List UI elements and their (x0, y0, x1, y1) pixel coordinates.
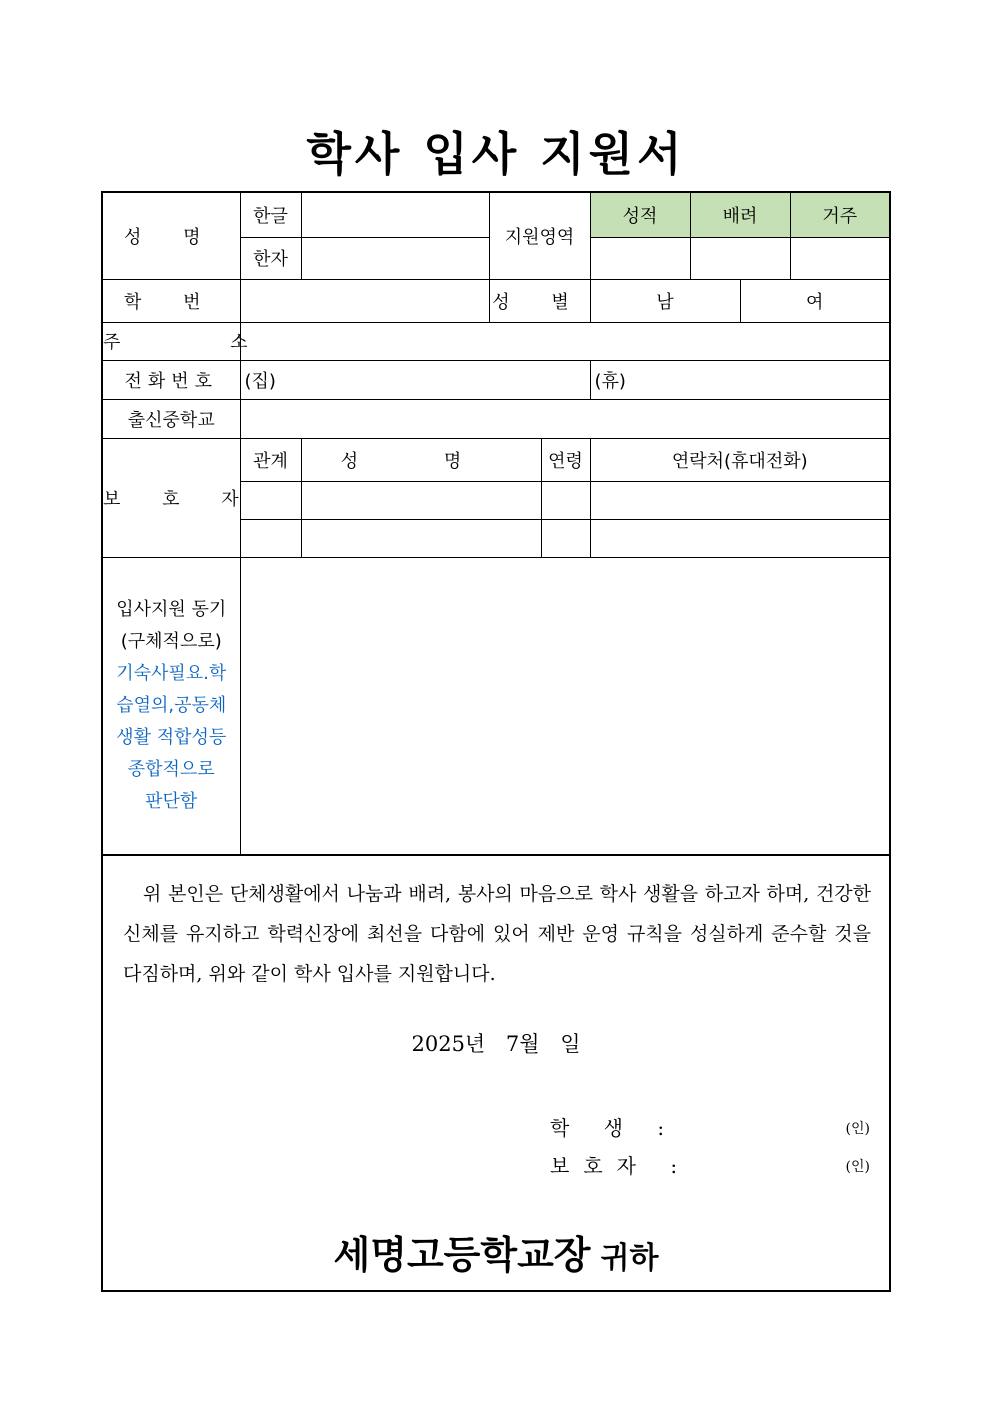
motive-note-line: 기숙사필요.학 (116, 662, 227, 684)
motive-note-line: 생활 적합성등 (116, 726, 227, 748)
guardian-header-contact: 연락처(휴대전화) (590, 438, 889, 481)
guardian-2-name-field[interactable] (301, 519, 541, 557)
guardian-1-name-field[interactable] (301, 481, 541, 519)
motive-field[interactable] (240, 557, 889, 854)
guardian-2-contact-field[interactable] (590, 519, 889, 557)
guardian-1-contact-field[interactable] (590, 481, 889, 519)
hanja-label: 한자 (240, 237, 301, 279)
area-residence-check[interactable] (790, 237, 889, 279)
hangul-name-field[interactable] (301, 193, 489, 237)
guardian-label: 보 호 자 (103, 438, 240, 557)
guardian-2-relation-field[interactable] (240, 519, 301, 557)
student-seal[interactable]: (인) (845, 1121, 870, 1137)
address-label: 주 소 (103, 322, 240, 360)
area-label: 지원영역 (489, 193, 590, 279)
area-header-residence: 거주 (790, 193, 889, 237)
application-form (101, 191, 891, 1292)
area-header-care: 배려 (690, 193, 790, 237)
student-signature-row (550, 1112, 870, 1142)
hangul-label: 한글 (240, 193, 301, 237)
declaration-section (103, 854, 889, 1290)
motive-note-line: 판단함 (145, 790, 198, 812)
recipient (103, 1224, 889, 1279)
phone-home-field[interactable]: (집) (240, 360, 590, 399)
student-no-field[interactable] (240, 279, 489, 322)
page-title: 학사 입사 지원서 (306, 127, 686, 181)
guardian-header-age: 연령 (541, 438, 590, 481)
guardian-signature-label: 보호자 : (550, 1154, 692, 1178)
recipient-name: 세명고등학교장 (333, 1232, 591, 1277)
student-no-label: 학 번 (103, 279, 240, 322)
gender-label: 성 별 (489, 279, 590, 322)
student-signature-label: 학 생 : (550, 1116, 679, 1140)
guardian-signature-row (550, 1150, 870, 1180)
phone-label: 전화번호 (103, 360, 240, 399)
gender-male-option[interactable]: 남 (590, 279, 740, 322)
motive-note-line: 종합적으로 (127, 758, 215, 780)
hanja-name-field[interactable] (301, 237, 489, 279)
middle-school-field[interactable] (240, 399, 889, 438)
guardian-header-name: 성 명 (301, 438, 541, 481)
motive-note-line: 습열의,공동체 (116, 694, 227, 716)
pledge-text: 위 본인은 단체생활에서 나눔과 배려, 봉사의 마음으로 학사 생활을 하고자 하며, 건강한 신체를 유지하고 학력신장에 최선을 다함에 있어 제반 운영 규칙을 성실하게 준수할 것을 다짐하며, 위와 같이 학사 입사를 지원합니다. (123, 883, 871, 985)
area-grade-check[interactable] (590, 237, 690, 279)
guardian-2-age-field[interactable] (541, 519, 590, 557)
motive-label: 입사지원 동기 (구체적으로) 기숙사필요.학 습열의,공동체 생활 적합성등 종합적으로 판단함 (103, 557, 240, 854)
address-field[interactable] (240, 322, 889, 360)
recipient-suffix: 귀하 (600, 1241, 659, 1276)
application-date: 2025년 7월 일 (411, 1032, 581, 1056)
guardian-1-age-field[interactable] (541, 481, 590, 519)
guardian-seal[interactable]: (인) (845, 1159, 870, 1175)
guardian-header-relation: 관계 (240, 438, 301, 481)
area-care-check[interactable] (690, 237, 790, 279)
area-header-grade: 성적 (590, 193, 690, 237)
phone-mobile-field[interactable]: (휴) (590, 360, 889, 399)
middle-school-label: 출신중학교 (103, 399, 240, 438)
form-table (103, 193, 889, 855)
name-label: 성 명 (103, 193, 240, 279)
gender-female-option[interactable]: 여 (740, 279, 889, 322)
